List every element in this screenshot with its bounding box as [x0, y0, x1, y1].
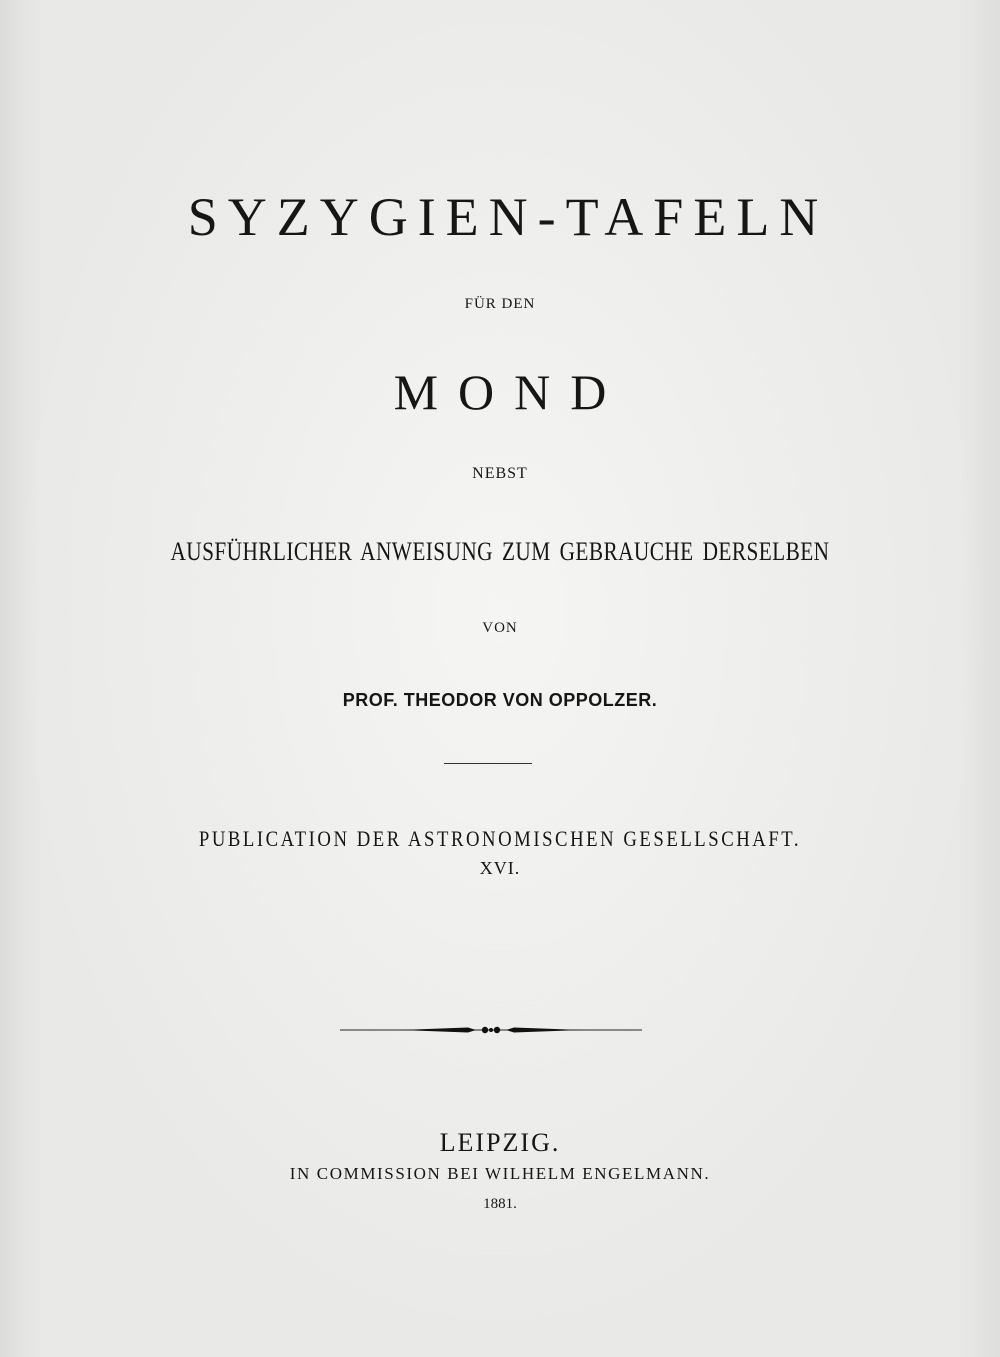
publication-place: LEIPZIG. [439, 1128, 561, 1157]
author-name: PROF. THEODOR VON OPPOLZER. [342, 690, 658, 710]
volume-number: XVI. [479, 858, 521, 878]
ornamental-divider [340, 1018, 642, 1042]
publisher-line: IN COMMISSION BEI WILHELM ENGELMANN. [289, 1164, 711, 1183]
publication-year: 1881. [483, 1196, 517, 1212]
short-divider-rule [444, 763, 532, 764]
together-with-text: NEBST [472, 465, 528, 482]
by-text: VON [482, 620, 518, 636]
subject-title: MOND [393, 364, 627, 420]
subtitle: AUSFÜHRLICHER ANWEISUNG ZUM GEBRAUCHE DERSELBEN [170, 537, 830, 566]
for-the-text: FÜR DEN [464, 296, 536, 312]
book-title: SYZYGIEN-TAFELN [187, 187, 829, 247]
series-title: PUBLICATION DER ASTRONOMISCHEN GESELLSCHAFT. [198, 826, 802, 851]
